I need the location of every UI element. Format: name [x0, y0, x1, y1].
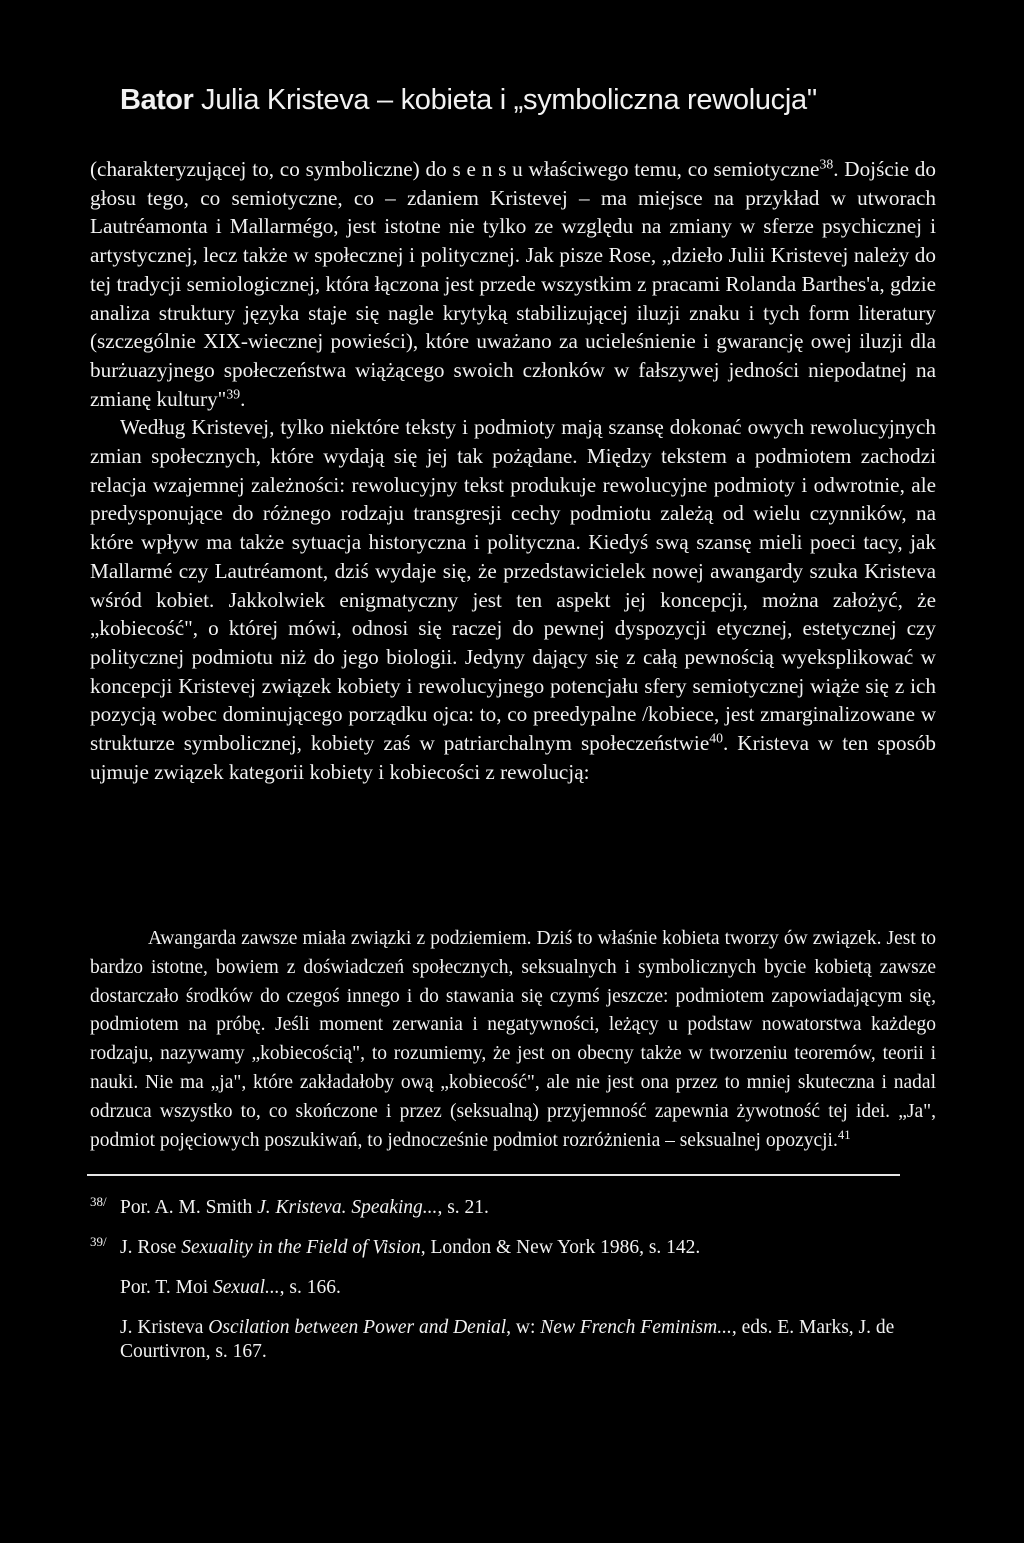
paragraph — [90, 413, 936, 786]
footnote-divider — [87, 1174, 900, 1176]
text-run: , s. 21. — [437, 1197, 489, 1218]
header-title: Julia Kristeva – kobieta i „symboliczna rewolucja" — [201, 84, 817, 116]
footnote-text — [120, 1317, 894, 1362]
text-run: J. Rose — [120, 1237, 182, 1258]
text-run: Awangarda zawsze miała związki z podziemiem. Dziś to właśnie kobieta tworzy ów związek. Jest to bardzo istotne, bowiem z doświadczeń społecznych, seksualnych i symbolicznych bycie kobietą zawsze dostarczało środków do czegoś innego i do stawania się czymś jeszcze: podmiotem zapowiadającym się, podmiotem na próbę. Jeśli moment zerwania i negatywności, leżący u podstaw nowatorstwa każdego rodzaju, nazywamy „kobiecością", to rozumiemy, że jest on obecny także w tworzeniu teoremów, teorii i nauki. Nie ma „ja", które zakładałoby ową „kobiecość", ale nie jest ona przez to mniej skuteczna i nadal odrzuca wszystko to, co skończone i przez (seksualną) przyjemność zapewnia żywotność tej idei. „Ja", podmiot pojęciowych poszukiwań, to jednocześnie podmiot rozróżnienia – seksualnej opozycji. — [90, 928, 936, 1151]
italic-title: Sexual... — [213, 1277, 280, 1298]
italic-title: Oscilation between Power and Denial — [208, 1317, 507, 1338]
footnote-number: 38/ — [90, 1194, 107, 1209]
footnote-reference: 39 — [226, 386, 241, 402]
text-run: , w: — [506, 1317, 541, 1338]
text-run: , London & New York 1986, s. 142. — [420, 1237, 701, 1258]
footnote-reference: 41 — [837, 1127, 851, 1142]
main-text — [90, 155, 936, 786]
text-run: , eds. E. Marks, J. de Courtivron, s. 167. — [120, 1317, 895, 1362]
quote-text — [90, 925, 936, 1155]
text-run: (charakteryzującej to, co symboliczne) do s e n s u właściwego temu, co semiotyczne — [90, 157, 820, 181]
footnote — [90, 1276, 936, 1300]
footnote-text — [120, 1197, 489, 1218]
text-run: . — [240, 386, 246, 411]
header-author: Bator — [120, 84, 194, 116]
text-run: Według Kristevej, tylko niektóre teksty i podmioty mają szansę dokonać owych rewolucyjnych zmian społecznych, które wydają się jej tak pożądane. Między tekstem a podmiotem zachodzi relacja wzajemnej zależności: rewolucyjny tekst produkuje rewolucyjne podmioty i odwrotnie, ale predysponujące do różnego rodzaju transgresji cechy podmiotu zależą od wielu czynników, na które wpływ ma także sytuacja historyczna i polityczna. Kiedyś swą szansę mieli poeci tacy, jak Mallarmé czy Lautréamont, dziś wydaje się, że przedstawicielek nowej awangardy szuka Kristeva wśród kobiet. Jakkolwiek enigmatyczny jest ten aspekt jej koncepcji, można założyć, że „kobiecość", o której mówi, odnosi się raczej do pewnej dyspozycji etycznej, estetycznej czy politycznej podmiotu niż do jego biologii. Jedyny dający się z całą pewnością wyeksplikować w koncepcji Kristevej związek kobiety i rewolucyjnego potencjału sfery semiotycznej wiąże się z ich pozycją wobec dominującego porządku ojca: to, co preedypalne /kobiece, jest zmarginalizowane w strukturze symbolicznej, kobiety zaś w patriarchalnym społeczeństwie — [90, 415, 936, 756]
text-run: Por. T. Moi — [120, 1277, 214, 1298]
text-run: . Dojście do głosu tego, co semiotyczne, co – zdaniem Kristevej – ma miejsce na przykład w utworach Lautréamonta i Mallarmégo, jest istotne nie tylko ze względu na zmiany w sferze psychicznej i artystycznej, lecz także w społecznej i politycznej. Jak pisze Rose, „dzieło Julii Kristevej należy do tej tradycji semiologicznej, która łączona jest przede wszystkim z pracami Rolanda Barthes'a, gdzie analiza struktury języka staje się nagle krytyką stabilizującej iluzji znaku i tych form literatury (szczególnie XIX-wiecznej powieści), które uważano za ucieleśnienie i gwarancję owej iluzji dla burżuazyjnego społeczeństwa wiążącego swoich członków w fałszywej jedności niepodatnej na zmianę kultury" — [90, 157, 936, 411]
text-run: J. Kristeva — [120, 1317, 209, 1338]
footnote — [90, 1316, 936, 1364]
footnote-reference: 38 — [819, 156, 834, 172]
italic-title: New French Feminism... — [540, 1317, 732, 1338]
italic-title: Sexuality in the Field of Vision — [181, 1237, 421, 1258]
text-run: . Kristeva w ten sposób ujmuje związek kategorii kobiety i kobiecości z rewolucją: — [90, 731, 937, 784]
text-run: , s. 166. — [279, 1277, 341, 1298]
running-header — [120, 84, 817, 117]
footnote — [90, 1196, 936, 1220]
footnote-number: 39/ — [90, 1234, 107, 1249]
block-quote — [90, 925, 936, 1155]
footnote-reference: 40 — [709, 730, 723, 746]
italic-title: J. Kristeva. Speaking... — [257, 1197, 438, 1218]
footnotes — [90, 1196, 936, 1380]
text-run: Por. A. M. Smith — [120, 1197, 258, 1218]
footnote-text — [120, 1277, 341, 1298]
footnote-text — [120, 1237, 700, 1258]
paragraph — [90, 155, 936, 413]
footnote — [90, 1236, 936, 1260]
